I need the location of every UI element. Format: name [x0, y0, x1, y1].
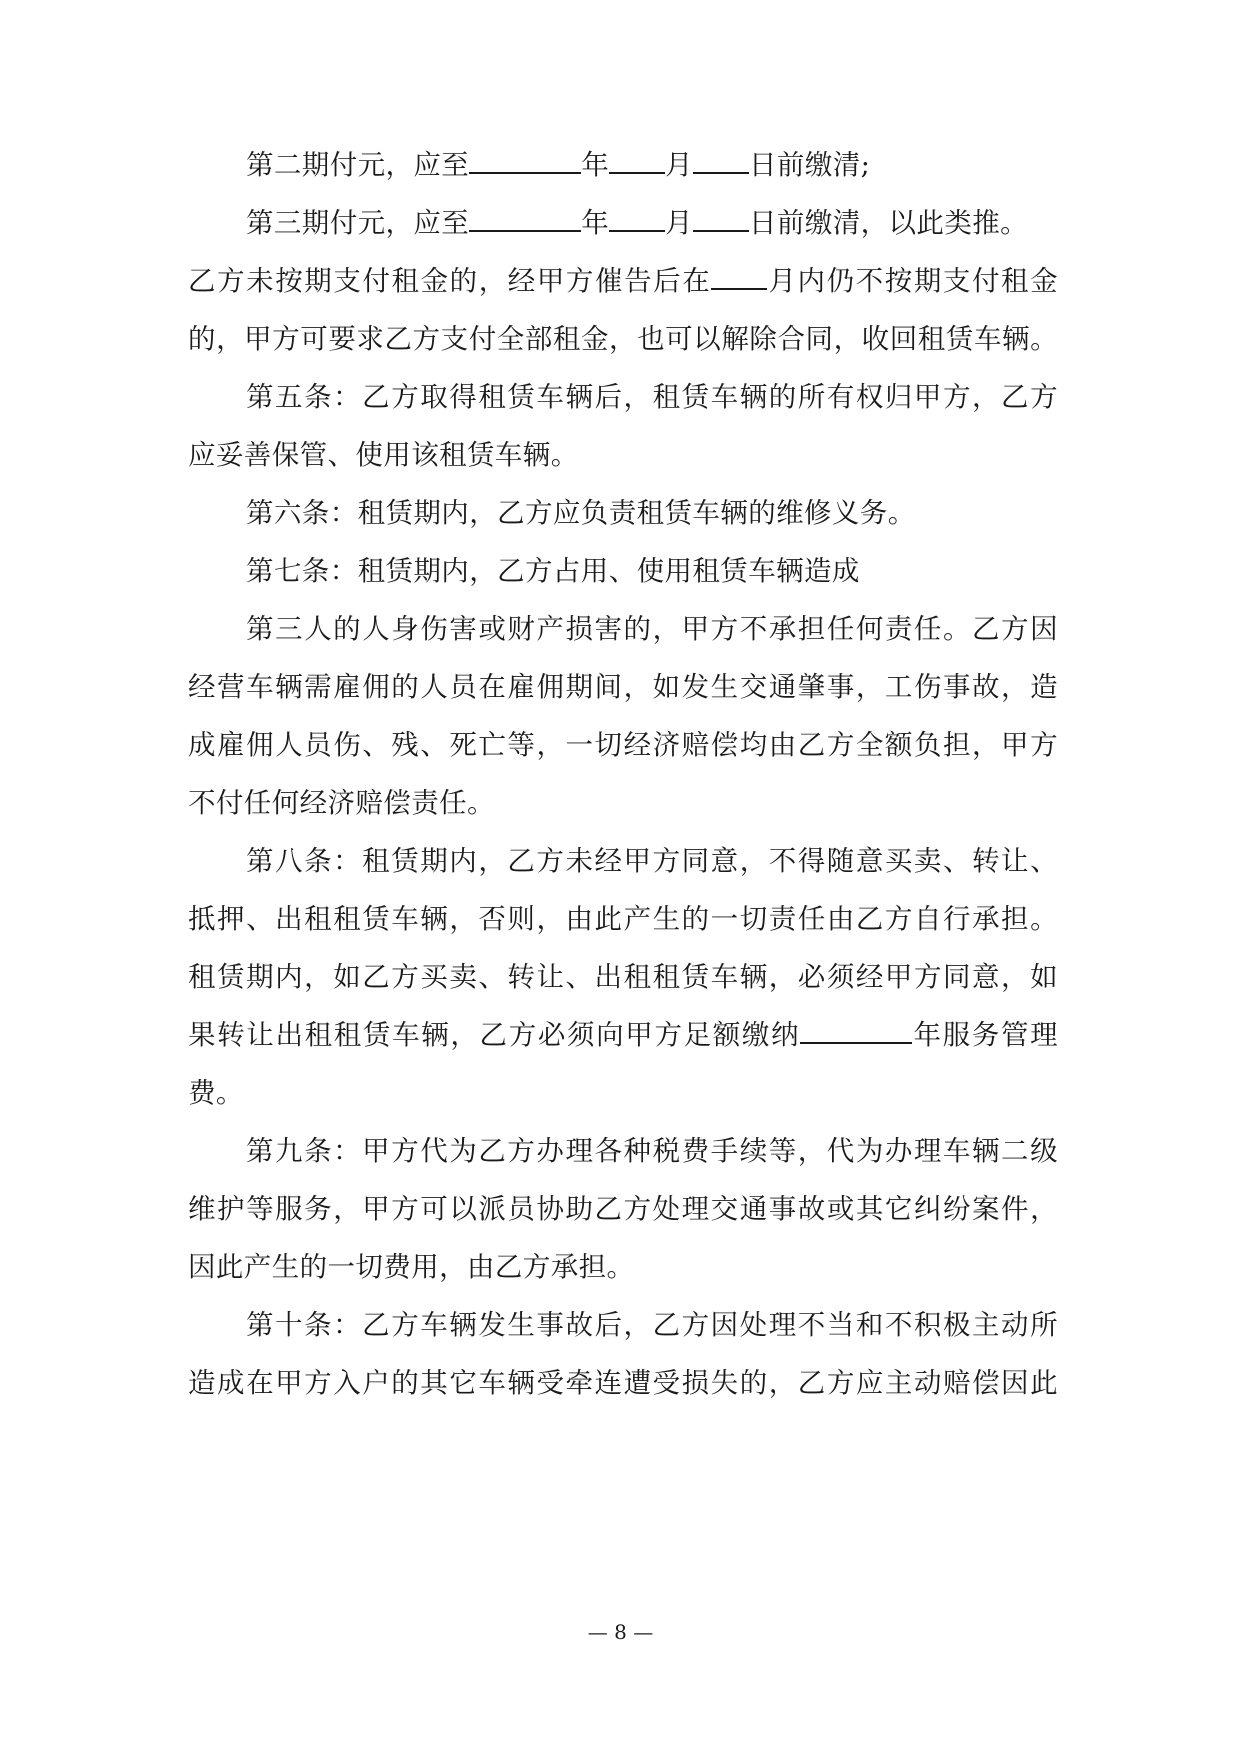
paragraph-line: 因此产生的一切费用，由乙方承担。: [188, 1251, 635, 1283]
blank-years-field[interactable]: [800, 1016, 912, 1044]
paragraph-line: 应妥善保管、使用该租赁车辆。: [188, 439, 579, 471]
paragraph-line: [188, 261, 1058, 301]
blank-month-field[interactable]: [609, 146, 665, 174]
text-segment: 年: [581, 207, 610, 239]
blank-day-field[interactable]: [693, 146, 749, 174]
installment-3-line: [246, 203, 1058, 243]
installment-2-line: [246, 145, 1058, 185]
text-segment: 日前缴清，以此类推。: [749, 207, 1029, 239]
blank-months-field[interactable]: [711, 262, 767, 290]
paragraph-line: [188, 1015, 1058, 1055]
blank-year-field[interactable]: [469, 146, 581, 174]
text-segment: 月: [665, 149, 694, 181]
paragraph-line: 费。: [188, 1077, 244, 1109]
article-7-line: 第七条：租赁期内，乙方占用、使用租赁车辆造成: [246, 555, 860, 587]
text-segment: 果转让出租租赁车辆，乙方必须向甲方足额缴纳: [188, 1019, 801, 1051]
paragraph-line: 不付任何经济赔偿责任。: [188, 787, 495, 819]
paragraph-line: 经营车辆需雇佣的人员在雇佣期间，如发生交通肇事，工伤事故，造: [188, 671, 1058, 703]
article-9-line: 第九条：甲方代为乙方办理各种税费手续等，代为办理车辆二级: [246, 1135, 1058, 1167]
blank-day-field[interactable]: [693, 204, 749, 232]
paragraph-line: 第三人的人身伤害或财产损害的，甲方不承担任何责任。乙方因: [246, 613, 1058, 645]
blank-month-field[interactable]: [609, 204, 665, 232]
article-10-line: 第十条：乙方车辆发生事故后，乙方因处理不当和不积极主动所: [246, 1309, 1058, 1341]
paragraph-line: 的，甲方可要求乙方支付全部租金，也可以解除合同，收回租赁车辆。: [188, 323, 1058, 355]
paragraph-line: 造成在甲方入户的其它车辆受牵连遭受损失的，乙方应主动赔偿因此: [188, 1367, 1058, 1399]
text-segment: 月: [665, 207, 694, 239]
paragraph-line: 成雇佣人员伤、残、死亡等，一切经济赔偿均由乙方全额负担，甲方: [188, 729, 1058, 761]
text-segment: 第二期付元，应至: [246, 149, 470, 181]
article-5-line: 第五条：乙方取得租赁车辆后，租赁车辆的所有权归甲方，乙方: [246, 381, 1058, 413]
text-segment: 年服务管理: [912, 1019, 1059, 1051]
text-segment: 第三期付元，应至: [246, 207, 470, 239]
blank-year-field[interactable]: [469, 204, 581, 232]
article-8-line: 第八条：租赁期内，乙方未经甲方同意，不得随意买卖、转让、: [246, 845, 1058, 877]
text-segment: 月内仍不按期支付租金: [767, 265, 1059, 297]
paragraph-line: 租赁期内，如乙方买卖、转让、出租租赁车辆，必须经甲方同意，如: [188, 961, 1058, 993]
paragraph-line: 抵押、出租租赁车辆，否则，由此产生的一切责任由乙方自行承担。: [188, 903, 1058, 935]
text-segment: 年: [581, 149, 610, 181]
text-segment: 乙方未按期支付租金的，经甲方催告后在: [188, 265, 712, 297]
page-number: — 8 —: [587, 1620, 654, 1644]
article-6-line: 第六条：租赁期内，乙方应负责租赁车辆的维修义务。: [246, 497, 916, 529]
paragraph-line: 维护等服务，甲方可以派员协助乙方处理交通事故或其它纠纷案件，: [188, 1193, 1058, 1225]
text-segment: 日前缴清;: [749, 149, 871, 181]
